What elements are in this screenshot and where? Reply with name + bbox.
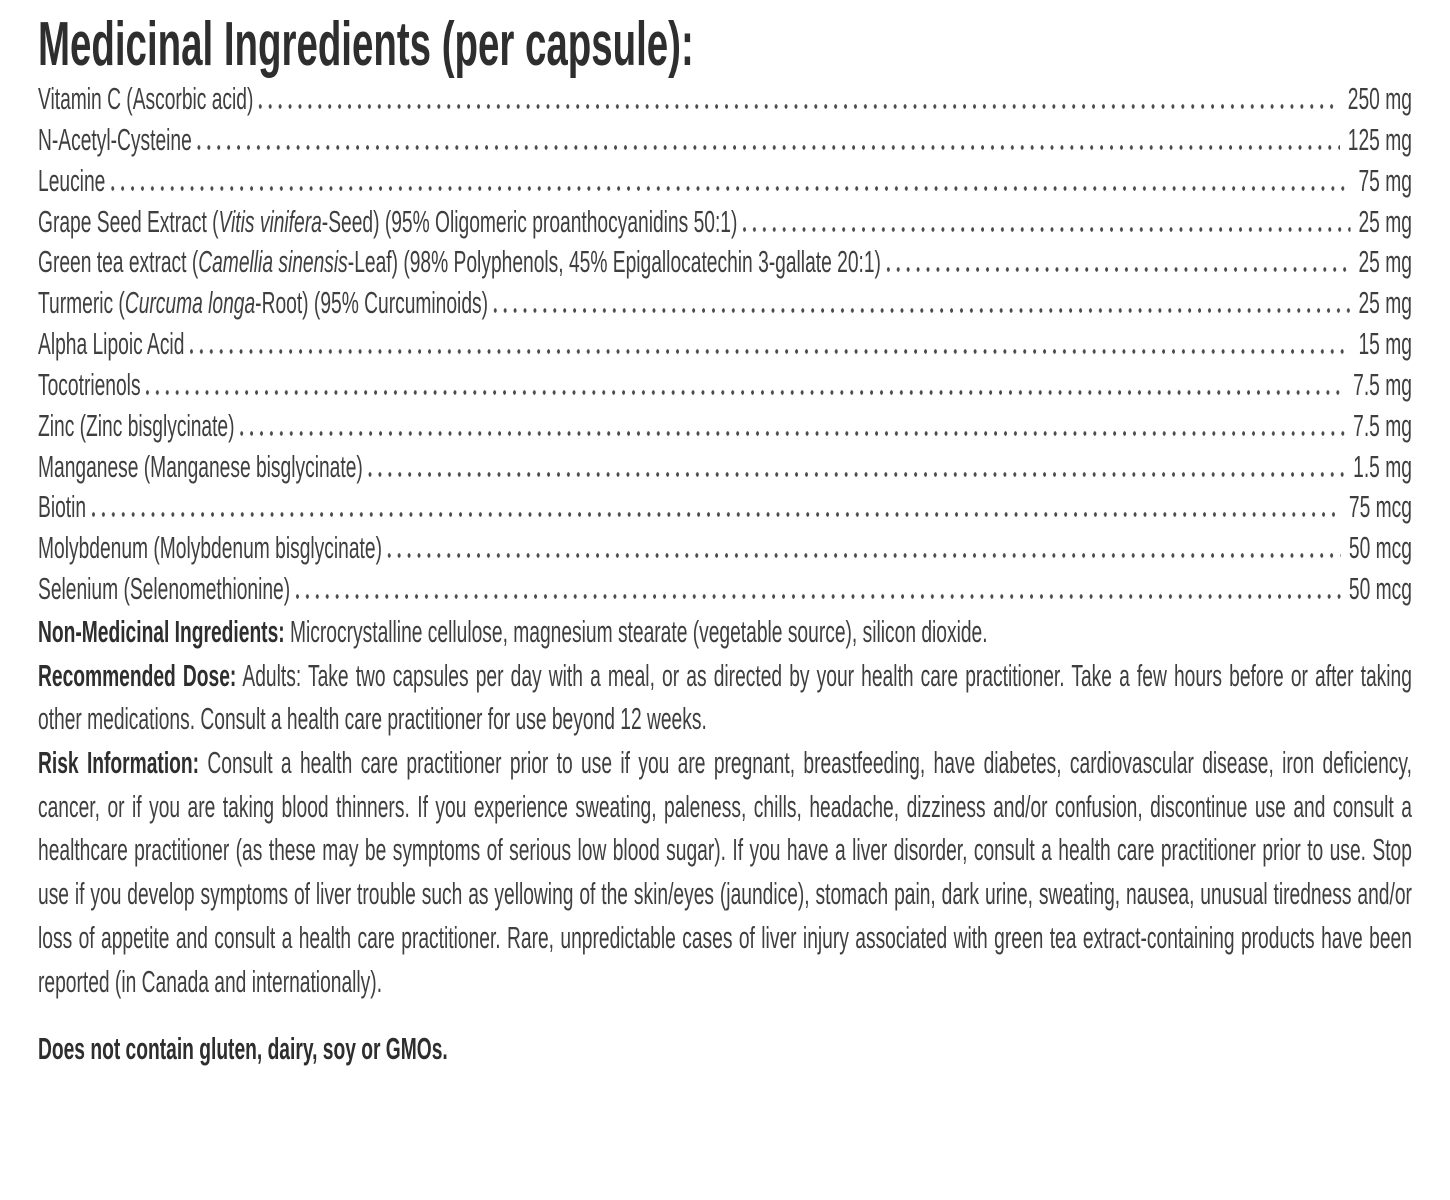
dotted-leader — [887, 267, 1351, 272]
ingredient-amount: 25 mg — [1358, 203, 1412, 239]
ingredient-amount: 50 mcg — [1348, 571, 1412, 607]
risk-information-label: Risk Information: — [38, 745, 200, 781]
dotted-leader — [494, 308, 1351, 313]
dotted-leader — [240, 431, 1345, 436]
ingredient-name: Biotin — [38, 489, 87, 525]
dotted-leader — [111, 186, 1351, 191]
ingredient-amount: 75 mcg — [1348, 489, 1412, 525]
ingredient-amount: 75 mg — [1358, 162, 1412, 198]
ingredient-name: Grape Seed Extract (Vitis vinifera-Seed) (95% Oligomeric proanthocyanidins 50:1) — [38, 203, 738, 239]
medicinal-ingredients-title: Medicinal Ingredients (per capsule): — [38, 10, 694, 79]
dotted-leader — [368, 472, 1345, 477]
ingredient-row — [38, 120, 1412, 161]
ingredient-amount: 15 mg — [1358, 326, 1412, 362]
does-not-contain-statement: Does not contain gluten, dairy, soy or GMOs. — [38, 1031, 448, 1067]
risk-information-text: Consult a health care practitioner prior to use if you are pregnant, breastfeeding, have diabetes, cardiovascular disease, iron deficiency, cancer, or if you are taking blood thinners. If you experience sweating, paleness, chills, headache, dizziness and/or confusion, discontinue use and consult a healthcare practitioner (as these may be symptoms of serious low blood sugar). If you have a liver disorder, consult a health care practitioner prior to use. Stop use if you develop symptoms of liver trouble such as yellowing of the skin/eyes (jaundice), stomach pain, dark urine, sweating, nausea, unusual tiredness and/or loss of appetite and consult a health care practitioner. Rare, unpredictable cases of liver injury associated with green tea extract-containing products have been reported (in Canada and internationally). — [38, 745, 1412, 999]
recommended-dose-text: Adults: Take two capsules per day with a meal, or as directed by your health care practitioner. Take a few hours before or after taking other medications. Consult a health care practitioner for use beyond 12 weeks. — [38, 657, 1412, 737]
dotted-leader — [388, 553, 1341, 558]
dotted-leader — [743, 227, 1350, 232]
non-medicinal-paragraph — [38, 610, 1412, 654]
non-medicinal-text: Microcrystalline cellulose, magnesium stearate (vegetable source), silicon dioxide. — [290, 613, 988, 649]
ingredient-row — [38, 161, 1412, 202]
ingredient-amount: 25 mg — [1358, 285, 1412, 321]
ingredient-name: Green tea extract (Camellia sinensis-Leaf) (98% Polyphenols, 45% Epigallocatechin 3-gallate 20:1) — [38, 244, 881, 280]
ingredient-amount: 125 mg — [1347, 121, 1412, 157]
ingredient-row — [38, 283, 1412, 324]
ingredient-amount: 50 mcg — [1348, 530, 1412, 566]
ingredient-amount: 7.5 mg — [1353, 407, 1412, 443]
ingredient-row — [38, 79, 1412, 120]
dotted-leader — [197, 145, 1339, 150]
ingredient-name: Selenium (Selenomethionine) — [38, 571, 291, 607]
ingredient-row — [38, 324, 1412, 365]
ingredient-row — [38, 365, 1412, 406]
ingredients-list — [38, 79, 1412, 610]
recommended-dose-label: Recommended Dose: — [38, 657, 237, 693]
ingredient-row — [38, 406, 1412, 447]
non-medicinal-label: Non-Medicinal Ingredients: — [38, 613, 285, 649]
ingredient-name: N-Acetyl-Cysteine — [38, 121, 192, 157]
ingredient-name: Zinc (Zinc bisglycinate) — [38, 407, 235, 443]
ingredient-amount: 25 mg — [1358, 244, 1412, 280]
ingredient-amount: 7.5 mg — [1353, 366, 1412, 402]
ingredient-row — [38, 528, 1412, 569]
recommended-dose-paragraph — [38, 654, 1412, 741]
ingredient-row — [38, 242, 1412, 283]
ingredient-name: Leucine — [38, 162, 106, 198]
ingredient-amount: 1.5 mg — [1353, 448, 1412, 484]
ingredient-row — [38, 569, 1412, 610]
ingredient-row — [38, 487, 1412, 528]
ingredient-row — [38, 202, 1412, 243]
ingredient-name: Manganese (Manganese bisglycinate) — [38, 448, 363, 484]
ingredient-name: Turmeric (Curcuma longa-Root) (95% Curcuminoids) — [38, 285, 489, 321]
ingredient-name: Tocotrienols — [38, 366, 141, 402]
dotted-leader — [190, 349, 1350, 354]
dotted-leader — [146, 390, 1345, 395]
risk-information-paragraph — [38, 741, 1412, 1003]
ingredient-row — [38, 447, 1412, 488]
ingredient-amount: 250 mg — [1347, 81, 1412, 116]
dotted-leader — [296, 594, 1341, 599]
dotted-leader — [92, 512, 1341, 517]
label-content — [38, 0, 1412, 1071]
ingredient-name: Vitamin C (Ascorbic acid) — [38, 81, 254, 116]
ingredient-name: Molybdenum (Molybdenum bisglycinate) — [38, 530, 382, 566]
ingredient-name: Alpha Lipoic Acid — [38, 326, 185, 362]
dotted-leader — [259, 104, 1340, 109]
